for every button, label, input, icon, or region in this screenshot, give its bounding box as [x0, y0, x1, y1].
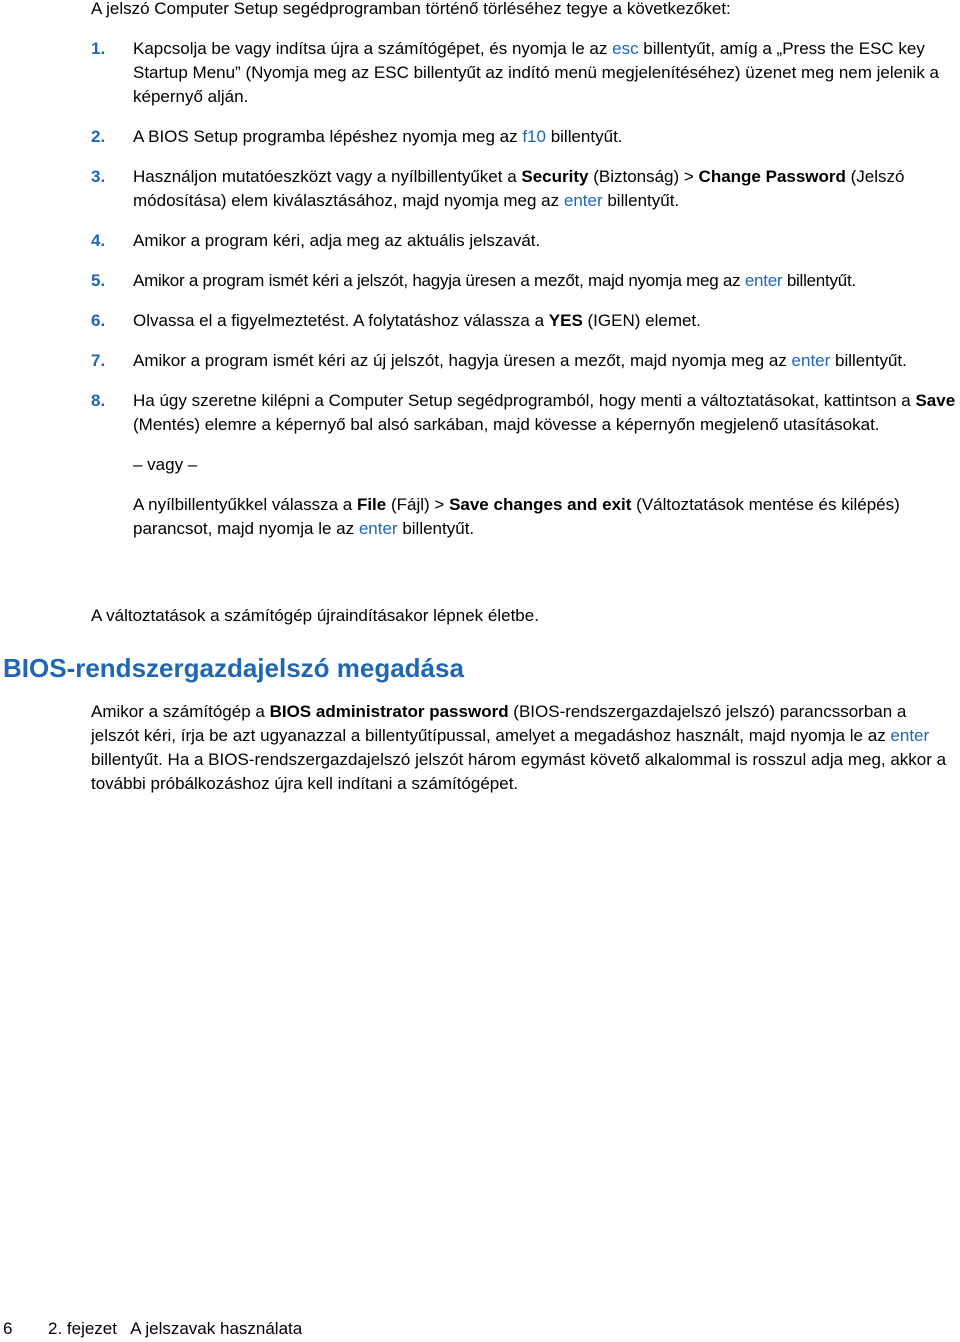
- step-2: [0, 125, 960, 149]
- step-number: 3.: [91, 167, 106, 186]
- key-name: esc: [612, 39, 639, 58]
- step-text: Ha úgy szeretne kilépni a Computer Setup segédprogramból, hogy menti a változtatásokat, kattintson a Save (Mentés) elemre a képernyő bal alsó sarkában, majd kövesse a képernyőn megjelenő utasításokat.: [133, 391, 956, 434]
- bios-term: BIOS administrator password: [269, 702, 509, 721]
- step-alt-text: A nyílbillentyűkkel válassza a File (Fájl) > Save changes and exit (Változtatások mentése és kilépés) parancsot, majd nyomja le az enter billentyűt.: [133, 495, 900, 538]
- key-name: enter: [358, 519, 398, 538]
- step-1: [0, 37, 960, 109]
- step-5: [0, 269, 960, 293]
- menu-term: File: [356, 495, 387, 514]
- step-text: A BIOS Setup programba lépéshez nyomja meg az f10 billentyűt.: [133, 127, 623, 146]
- step-text: Kapcsolja be vagy indítsa újra a számítógépet, és nyomja le az esc billentyűt, amíg a „Press the ESC key Startup Menu” (Nyomja meg az ESC billentyűt az indító menü megjelenítéséhez) üzenet meg nem jelenik a képernyő alján.: [133, 39, 940, 106]
- intro-paragraph: A jelszó Computer Setup segédprogramban történő törléséhez tegye a következőket:: [91, 0, 731, 18]
- step-number: 6.: [91, 311, 106, 330]
- key-name: enter: [890, 726, 930, 745]
- key-name: f10: [522, 127, 546, 146]
- step-number: 5.: [91, 271, 106, 290]
- key-name: enter: [563, 191, 603, 210]
- step-text: Amikor a program ismét kéri az új jelszót, hagyja üresen a mezőt, majd nyomja meg az enter billentyűt.: [133, 351, 907, 370]
- step-text: Amikor a program ismét kéri a jelszót, hagyja üresen a mezőt, majd nyomja meg az enter billentyűt.: [133, 271, 856, 290]
- section-paragraph: Amikor a számítógép a BIOS administrator password (BIOS-rendszergazdajelszó jelszó) parancssorban a jelszót kéri, írja be azt ugyanazzal a billentyűtípussal, amelyet a megadáshoz használt, majd nyomja le az enter billentyűt. Ha a BIOS-rendszergazdajelszó jelszót három egymást követő alkalommal is rosszul adja meg, akkor a további próbálkozáshoz újra kell indítani a számítógépet.: [91, 702, 947, 793]
- step-4: [0, 229, 960, 253]
- step-text: Amikor a program kéri, adja meg az aktuális jelszavát.: [133, 231, 541, 250]
- page-number: 6: [3, 1319, 13, 1338]
- step-number: 2.: [91, 127, 106, 146]
- menu-term: Save: [915, 391, 956, 410]
- menu-term: Change Password: [698, 167, 846, 186]
- step-3: [0, 165, 960, 213]
- section-heading: BIOS-rendszergazdajelszó megadása: [3, 653, 464, 683]
- step-7: [0, 349, 960, 373]
- menu-term: Save changes and exit: [449, 495, 632, 514]
- step-8: [0, 389, 960, 541]
- chapter-title: 2. fejezet A jelszavak használata: [48, 1319, 303, 1338]
- menu-term: YES: [548, 311, 583, 330]
- key-name: enter: [791, 351, 831, 370]
- outro-paragraph: A változtatások a számítógép újraindításakor lépnek életbe.: [91, 606, 539, 625]
- step-number: 1.: [91, 39, 106, 58]
- or-separator: – vagy –: [133, 455, 198, 474]
- menu-term: Security: [521, 167, 589, 186]
- key-name: enter: [744, 271, 783, 290]
- page-footer: [0, 1317, 960, 1341]
- step-text: Olvassa el a figyelmeztetést. A folytatáshoz válassza a YES (IGEN) elemet.: [133, 311, 701, 330]
- step-number: 8.: [91, 391, 106, 410]
- step-text: Használjon mutatóeszközt vagy a nyílbillentyűket a Security (Biztonság) > Change Password (Jelszó módosítása) elem kiválasztásához, majd nyomja meg az enter billentyűt.: [133, 167, 905, 210]
- step-number: 7.: [91, 351, 106, 370]
- step-number: 4.: [91, 231, 106, 250]
- step-6: [0, 309, 960, 333]
- steps-list: [0, 37, 960, 557]
